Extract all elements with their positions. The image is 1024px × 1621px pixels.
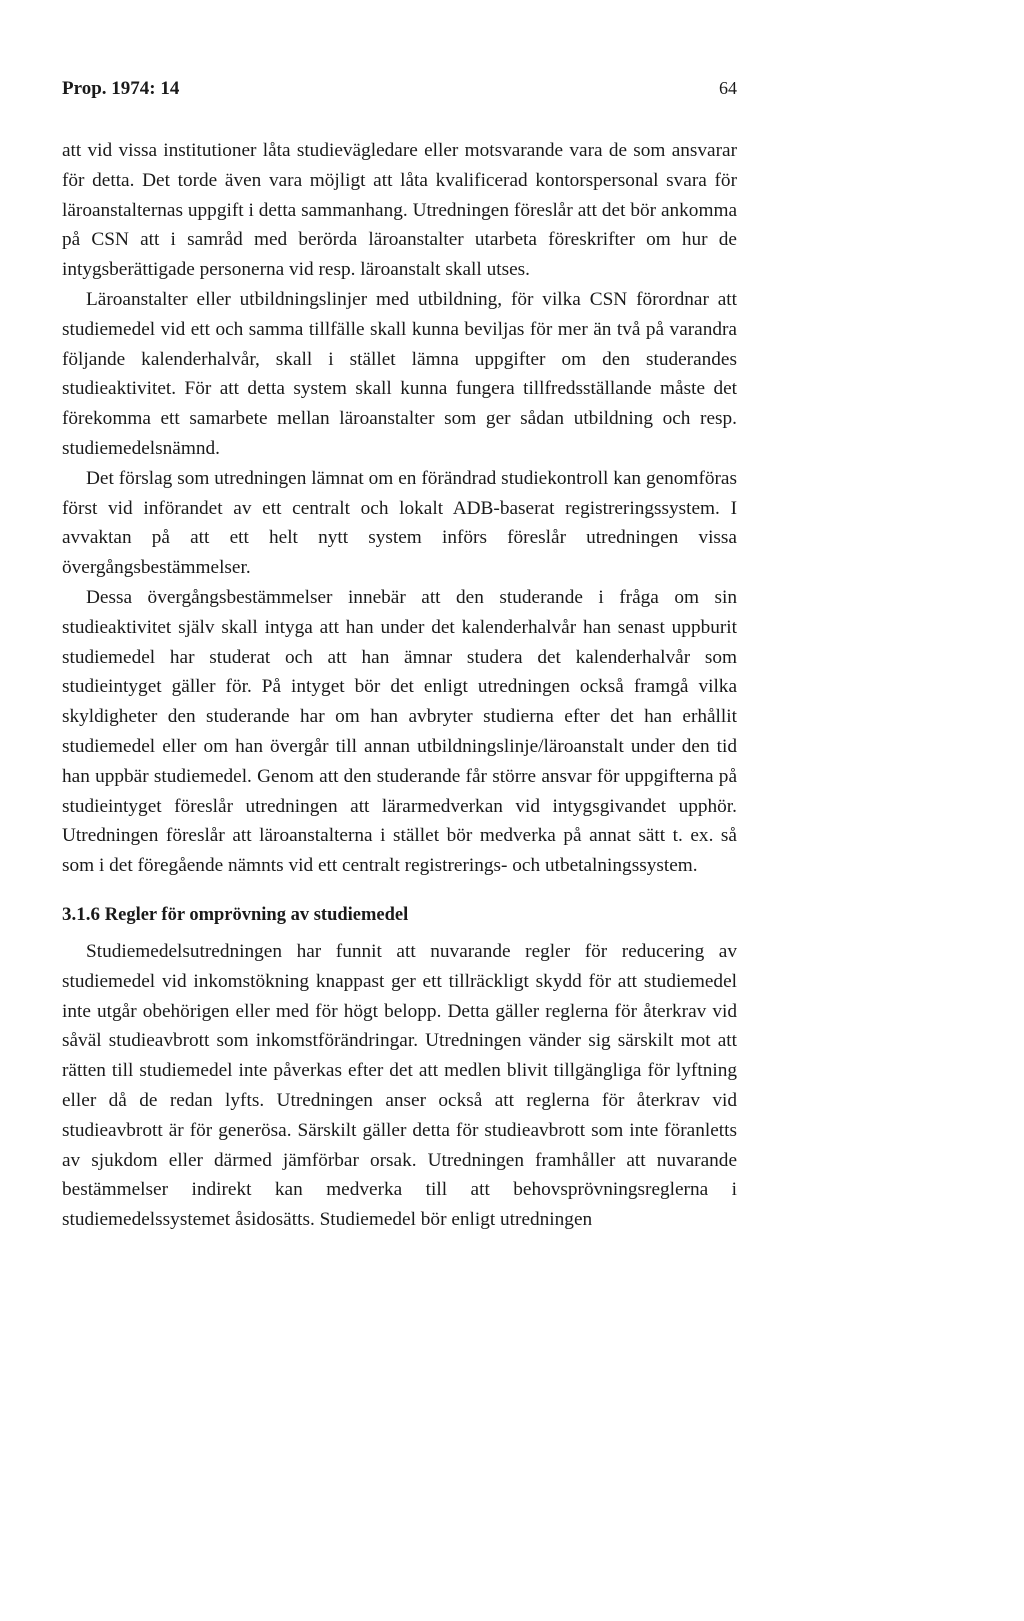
paragraph-forslag: Det förslag som utredningen lämnat om en förändrad studiekontroll kan genomföras först vid införandet av ett centralt och lokalt ADB-baserat registreringssystem. I avvaktan på att ett helt nytt system införs föreslår utredningen vissa övergångsbestämmelser. [62, 467, 737, 579]
paragraph-overgangsbestammelser: Dessa övergångsbestämmelser innebär att den studerande i fråga om sin studieaktivitet själv skall intyga att han under det kalenderhalvår han senast uppburit studiemedel har studerat och att han ämnar studera det kalenderhalvår som studieintyget gäller för. På intyget bör det enligt utredningen också framgå vilka skyldigheter den studerande har om han avbryter studierna efter det han erhållit studiemedel eller om han övergår till annan utbildningslinje/läroanstalt under den tid han uppbär studiemedel. Genom att den studerande får större ansvar för uppgifterna på studieintyget föreslår utredningen att lärarmedverkan vid intygsgivandet upphör. Utredningen föreslår att läroanstalterna i stället bör medverka på annat sätt t. ex. så som i det föregående nämnts vid ett centralt registrerings- och utbetalningssystem. [62, 586, 737, 877]
page-header [62, 70, 737, 110]
paragraph-continuation: att vid vissa institutioner låta studievägledare eller motsvarande vara de som ansvarar för detta. Det torde även vara möjligt att låta kvalificerad kontorspersonal svara för läroanstalternas uppgift i detta sammanhang. Utredningen föreslår att det bör ankomma på CSN att i samråd med berörda läroanstalter utarbeta föreskrifter om hur de intygsberättigade personerna vid resp. läroanstalt skall utses. [62, 140, 737, 281]
section-title: Regler för omprövning av studiemedel [104, 904, 409, 925]
document-body [62, 136, 737, 1235]
page-number: 64 [719, 78, 737, 98]
document-page [62, 70, 737, 1235]
publication-reference: Prop. 1974: 14 [62, 78, 180, 99]
section-number: 3.1.6 [62, 903, 100, 925]
paragraph-studiemedelsutredningen: Studiemedelsutredningen har funnit att nuvarande regler för reducering av studiemedel vid inkomstökning knappast ger ett tillräckligt skydd för att studiemedel inte utgår obehörigen eller med för högt belopp. Detta gäller reglerna för återkrav vid såväl studieavbrott som inkomstförändringar. Utredningen vänder sig särskilt mot att rätten till studiemedel inte påverkas efter det att medlen blivit tillgängliga för lyftning eller då de redan lyfts. Utredningen anser också att reglerna för återkrav vid studieavbrott är för generösa. Särskilt gäller detta för studieavbrott som inte föranletts av sjukdom eller därmed jämförbar orsak. Utredningen framhåller att nuvarande bestämmelser indirekt kan medverka till att behovsprövningsreglerna i studiemedelssystemet åsidosätts. Studiemedel bör enligt utredningen [62, 940, 737, 1231]
paragraph-laroanstalter: Läroanstalter eller utbildningslinjer med utbildning, för vilka CSN förordnar att studiemedel vid ett och samma tillfälle skall kunna beviljas för mer än två på varandra följande kalenderhalvår, skall i stället lämna uppgifter om den studerandes studieaktivitet. För att detta system skall kunna fungera tillfredsställande måste det förekomma ett samarbete mellan läroanstalter som ger sådan utbildning och resp. studiemedelsnämnd. [62, 288, 737, 459]
section-heading [62, 901, 737, 929]
